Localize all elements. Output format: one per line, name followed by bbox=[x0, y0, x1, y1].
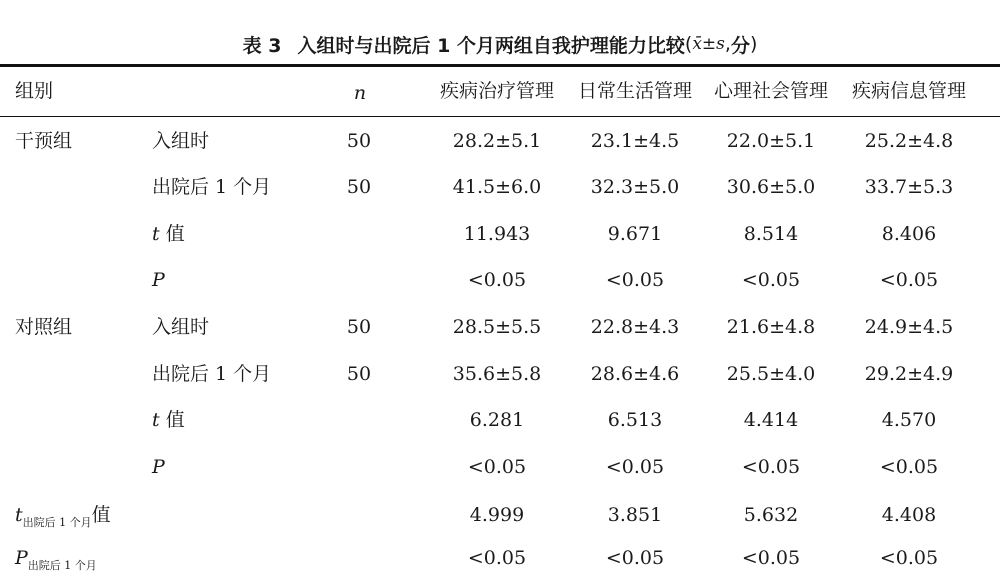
cell-value: <0.05 bbox=[741, 269, 801, 291]
group-label-control: 对照组 bbox=[15, 316, 73, 338]
cell-value: 6.513 bbox=[607, 409, 663, 431]
cell-value: 35.6±5.8 bbox=[452, 363, 542, 385]
cell-value: 30.6±5.0 bbox=[726, 176, 816, 198]
cell-value: <0.05 bbox=[467, 456, 527, 478]
unit-label: 分 bbox=[730, 34, 750, 57]
cell-value: 32.3±5.0 bbox=[590, 176, 680, 198]
row-label-between-p: $P_{出院后 1 个月}$ bbox=[15, 547, 97, 572]
cell-value: 23.1±4.5 bbox=[590, 130, 680, 152]
cell-value: 25.5±4.0 bbox=[726, 363, 816, 385]
cell-n: 50 bbox=[346, 130, 372, 152]
cell-value: 33.7±5.3 bbox=[864, 176, 954, 198]
cell-value: 22.8±4.3 bbox=[590, 316, 680, 338]
cell-value: 28.2±5.1 bbox=[452, 130, 542, 152]
cell-value: 24.9±4.5 bbox=[864, 316, 954, 338]
header-disease-info: 疾病信息管理 bbox=[851, 80, 967, 102]
row-label: 入组时 bbox=[152, 316, 210, 338]
cell-n: 50 bbox=[346, 176, 372, 198]
cell-value: 22.0±5.1 bbox=[726, 130, 816, 152]
stat-notation: x̄±s bbox=[692, 34, 725, 54]
cell-value: <0.05 bbox=[467, 547, 527, 569]
cell-value: 25.2±4.8 bbox=[864, 130, 954, 152]
table-number: 表 3 bbox=[242, 34, 282, 57]
header-daily-life: 日常生活管理 bbox=[577, 80, 693, 102]
header-n: n bbox=[353, 82, 367, 104]
cell-value: <0.05 bbox=[605, 456, 665, 478]
cell-value: 11.943 bbox=[463, 223, 531, 245]
group-label-intervention: 干预组 bbox=[15, 130, 73, 152]
row-label-p: P bbox=[152, 456, 165, 478]
header-psychosocial: 心理社会管理 bbox=[713, 80, 829, 102]
cell-value: 4.570 bbox=[881, 409, 937, 431]
cell-value: 41.5±6.0 bbox=[452, 176, 542, 198]
cell-value: <0.05 bbox=[741, 456, 801, 478]
cell-n: 50 bbox=[346, 316, 372, 338]
cell-value: <0.05 bbox=[605, 547, 665, 569]
cell-value: 8.406 bbox=[881, 223, 937, 245]
row-label: 入组时 bbox=[152, 130, 210, 152]
cell-value: 4.408 bbox=[881, 504, 937, 526]
row-label-between-t: $t_{出院后 1 个月}$值 bbox=[15, 504, 111, 529]
cell-value: <0.05 bbox=[467, 269, 527, 291]
cell-value: <0.05 bbox=[741, 547, 801, 569]
header-disease-treatment: 疾病治疗管理 bbox=[439, 80, 555, 102]
row-label-p: P bbox=[152, 269, 165, 291]
cell-value: 9.671 bbox=[607, 223, 663, 245]
header-group: 组别 bbox=[15, 80, 54, 102]
row-label-t: t 值 bbox=[152, 409, 185, 431]
cell-value: 4.999 bbox=[469, 504, 525, 526]
cell-value: <0.05 bbox=[605, 269, 665, 291]
cell-value: <0.05 bbox=[879, 456, 939, 478]
cell-value: 29.2±4.9 bbox=[864, 363, 954, 385]
cell-value: 21.6±4.8 bbox=[726, 316, 816, 338]
cell-value: <0.05 bbox=[879, 547, 939, 569]
table-caption: 表 3 入组时与出院后 1 个月两组自我护理能力比较 ( x̄±s , 分 ) bbox=[0, 24, 1000, 64]
cell-value: 4.414 bbox=[743, 409, 799, 431]
row-label: 出院后 1 个月 bbox=[152, 176, 272, 198]
cell-value: 28.5±5.5 bbox=[452, 316, 542, 338]
cell-value: <0.05 bbox=[879, 269, 939, 291]
row-label-t: t 值 bbox=[152, 223, 185, 245]
cell-value: 6.281 bbox=[469, 409, 525, 431]
cell-value: 5.632 bbox=[743, 504, 799, 526]
table-header-rule bbox=[0, 116, 1000, 117]
row-label: 出院后 1 个月 bbox=[152, 363, 272, 385]
table-title: 入组时与出院后 1 个月两组自我护理能力比较 bbox=[297, 34, 685, 57]
cell-value: 3.851 bbox=[607, 504, 663, 526]
cell-value: 28.6±4.6 bbox=[590, 363, 680, 385]
cell-value: 8.514 bbox=[743, 223, 799, 245]
cell-n: 50 bbox=[346, 363, 372, 385]
table-top-rule bbox=[0, 64, 1000, 67]
